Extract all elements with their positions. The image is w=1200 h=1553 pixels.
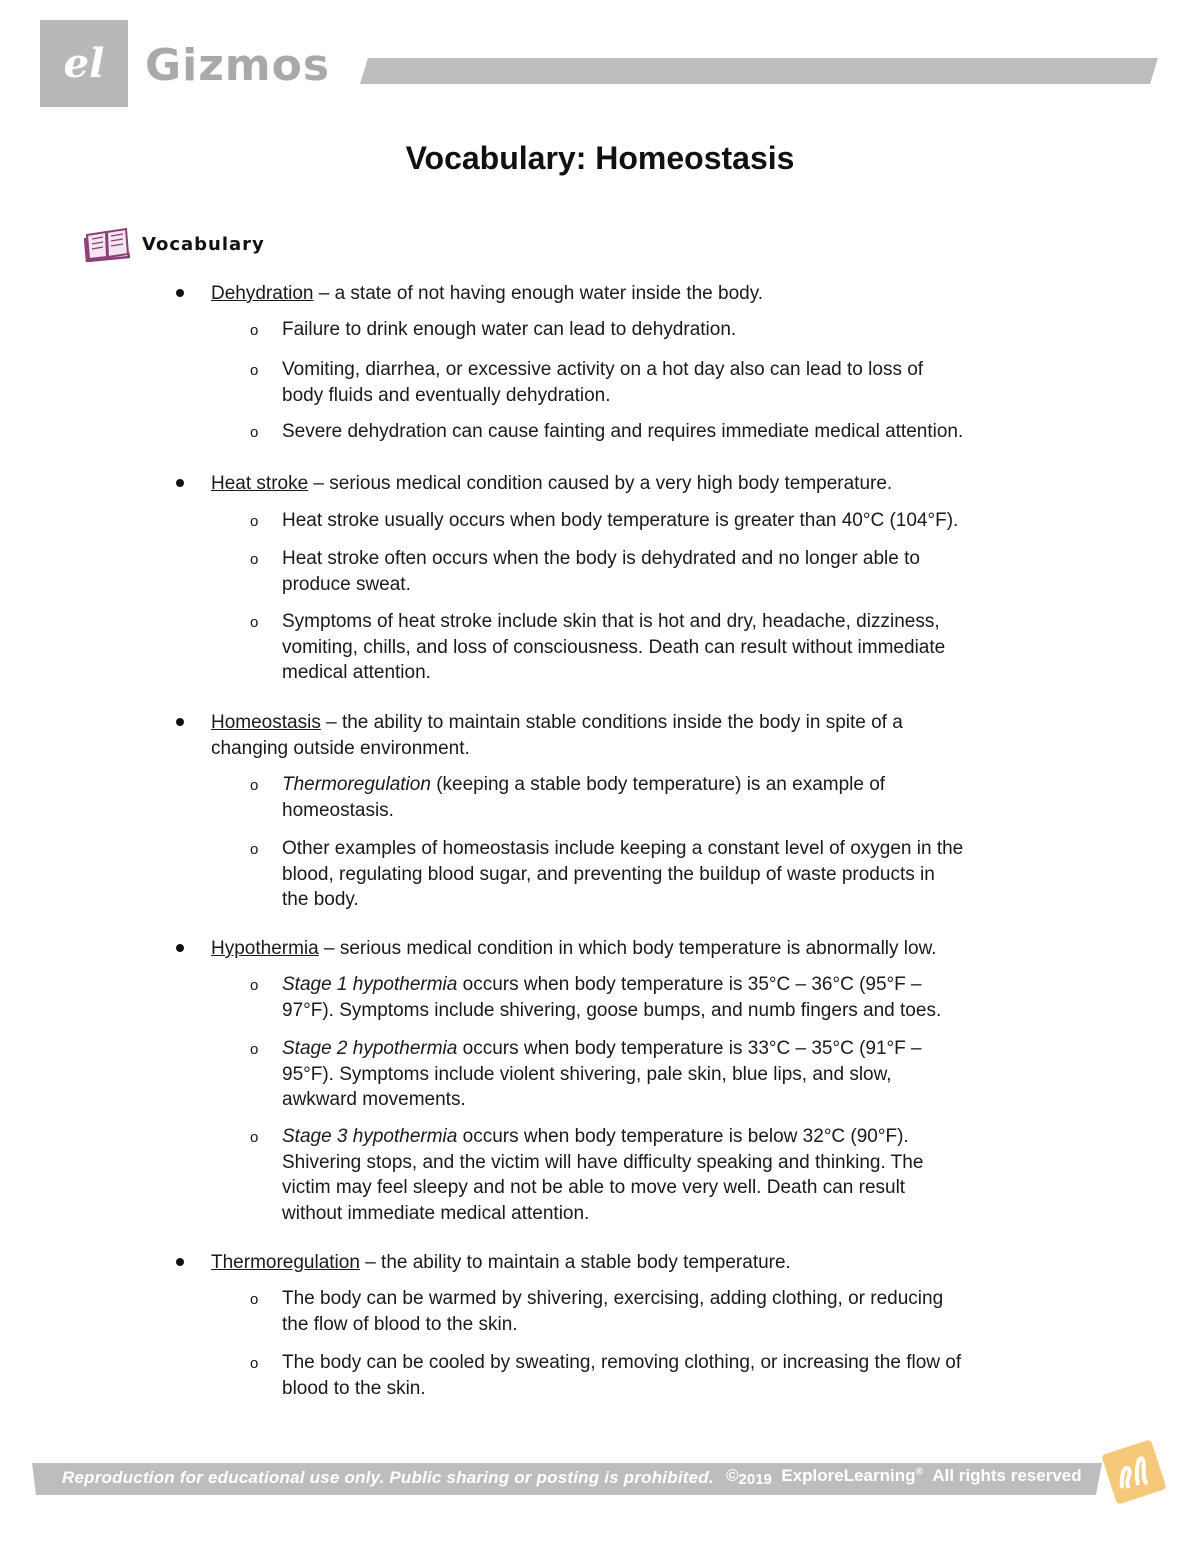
sub-item-line: Heat stroke often occurs when the body is dehydrated and no longer able to: [282, 548, 920, 569]
sub-bullet-icon: o: [250, 777, 259, 794]
brand-name: Gizmos: [145, 40, 331, 91]
sub-item-line: (keeping a stable body temperature) is an example of: [430, 774, 886, 795]
vocab-entry-hypothermia: [211, 936, 1051, 962]
header-decorative-bar: [360, 58, 1158, 84]
sub-item: [282, 609, 1072, 686]
page-title: Vocabulary: Homeostasis: [405, 140, 795, 176]
sub-item-line: the body.: [282, 889, 359, 910]
bullet-icon: [176, 718, 184, 726]
footer-notice: Reproduction for educational use only. Public sharing or posting is prohibited.: [62, 1468, 714, 1487]
sub-item-line: occurs when body temperature is 33°C – 35°C (91°F –: [457, 1038, 922, 1059]
sub-item: [282, 1350, 1072, 1401]
vocab-entry-homeostasis: [211, 710, 1051, 761]
sub-item-line: without immediate medical attention.: [282, 1202, 590, 1224]
copyright-year: 2019: [738, 1471, 772, 1488]
bullet-icon: [176, 1258, 184, 1266]
sub-item-italic-term: Stage 1 hypothermia: [282, 974, 458, 995]
sub-bullet-icon: o: [250, 977, 259, 994]
sub-item: [282, 1036, 1072, 1113]
bullet-icon: [176, 289, 184, 297]
definition-thermoregulation: – the ability to maintain a stable body temperature.: [359, 1252, 791, 1273]
definition-heat-stroke: – serious medical condition caused by a very high body temperature.: [308, 473, 893, 494]
sub-item: [282, 1286, 1072, 1337]
bullet-icon: [176, 479, 184, 487]
sub-item-line: vomiting, chills, and loss of consciousness. Death can result without immediate: [282, 636, 946, 658]
sub-item-line: produce sweat.: [282, 573, 411, 595]
vocab-entry-heat-stroke: [211, 471, 1051, 497]
sub-item-italic-term: Stage 3 hypothermia: [282, 1126, 458, 1147]
bullet-icon: [176, 944, 184, 952]
term-thermoregulation: Thermoregulation: [211, 1252, 360, 1273]
sub-item-line: blood to the skin.: [282, 1377, 426, 1399]
sub-item-line: Shivering stops, and the victim will have difficulty speaking and thinking. The: [282, 1151, 924, 1173]
sub-item-line: 95°F). Symptoms include violent shivering, pale skin, blue lips, and slow,: [282, 1063, 892, 1085]
explorelearning-logo-icon: [1098, 1438, 1170, 1506]
sub-item-line: Severe dehydration can cause fainting and requires immediate medical attention.: [282, 421, 964, 442]
sub-item: [282, 317, 1072, 343]
sub-item-line: Failure to drink enough water can lead to dehydration.: [282, 319, 737, 340]
sub-item-line: the flow of blood to the skin.: [282, 1313, 518, 1335]
sub-item-line: The body can be warmed by shivering, exercising, adding clothing, or reducing: [282, 1288, 944, 1309]
logo-mark-text: el: [63, 40, 105, 87]
company-name: ExploreLearning: [781, 1466, 916, 1485]
sub-item: [282, 836, 1072, 913]
sub-item-italic-term: Thermoregulation: [282, 774, 431, 795]
gizmos-logo-mark: [40, 20, 128, 107]
sub-item-line: Symptoms of heat stroke include skin that is hot and dry, headache, dizziness,: [282, 611, 940, 632]
sub-item: [282, 772, 1072, 823]
sub-item-line: 97°F). Symptoms include shivering, goose bumps, and numb fingers and toes.: [282, 999, 942, 1021]
sub-bullet-icon: o: [250, 513, 259, 530]
vocabulary-heading: [84, 226, 265, 262]
sub-bullet-icon: o: [250, 841, 259, 858]
sub-item: [282, 1124, 1072, 1226]
sub-bullet-icon: o: [250, 1355, 259, 1372]
sub-item-line: Heat stroke usually occurs when body temperature is greater than 40°C (104°F).: [282, 510, 959, 531]
book-icon: [84, 226, 130, 262]
sub-item-line: Other examples of homeostasis include keeping a constant level of oxygen in the: [282, 838, 964, 859]
sub-item-italic-term: Stage 2 hypothermia: [282, 1038, 458, 1059]
term-heat-stroke: Heat stroke: [211, 473, 309, 494]
definition-homeostasis-cont: changing outside environment.: [211, 737, 470, 759]
registered-mark: ®: [915, 1466, 923, 1478]
sub-item: [282, 357, 1072, 408]
vocab-entry-dehydration: [211, 281, 1051, 307]
sub-bullet-icon: o: [250, 424, 259, 441]
sub-item-line: body fluids and eventually dehydration.: [282, 384, 611, 406]
term-hypothermia: Hypothermia: [211, 938, 319, 959]
sub-item: [282, 419, 1072, 445]
footer-copyright: [726, 1466, 1082, 1488]
sub-item-line: awkward movements.: [282, 1089, 466, 1110]
sub-bullet-icon: o: [250, 1291, 259, 1308]
sub-bullet-icon: o: [250, 1041, 259, 1058]
vocabulary-label: Vocabulary: [142, 233, 265, 255]
term-dehydration: Dehydration: [211, 283, 314, 304]
sub-item: [282, 546, 1072, 597]
sub-bullet-icon: o: [250, 551, 259, 568]
sub-item-line: homeostasis.: [282, 799, 394, 821]
sub-item-line: The body can be cooled by sweating, removing clothing, or increasing the flow of: [282, 1352, 962, 1373]
sub-item: [282, 972, 1072, 1023]
definition-hypothermia: – serious medical condition in which body temperature is abnormally low.: [318, 938, 937, 959]
sub-item: [282, 508, 1072, 534]
sub-bullet-icon: o: [250, 362, 259, 379]
rights-text: All rights reserved: [932, 1466, 1082, 1485]
copyright-symbol: ©: [726, 1466, 739, 1485]
sub-bullet-icon: o: [250, 614, 259, 631]
sub-item-line: victim may feel sleepy and not be able to move very well. Death can result: [282, 1177, 906, 1198]
sub-bullet-icon: o: [250, 322, 259, 339]
sub-item-line: occurs when body temperature is below 32°C (90°F).: [457, 1126, 909, 1147]
sub-item-line: blood, regulating blood sugar, and preventing the buildup of waste products in: [282, 863, 935, 885]
sub-bullet-icon: o: [250, 1129, 259, 1146]
definition-homeostasis: – the ability to maintain stable conditions inside the body in spite of a: [320, 712, 903, 733]
vocab-entry-thermoregulation: [211, 1250, 1051, 1276]
definition-dehydration: – a state of not having enough water inside the body.: [313, 283, 764, 304]
sub-item-line: medical attention.: [282, 662, 431, 683]
sub-item-line: occurs when body temperature is 35°C – 36°C (95°F –: [457, 974, 922, 995]
sub-item-line: Vomiting, diarrhea, or excessive activity on a hot day also can lead to loss of: [282, 359, 924, 380]
term-homeostasis: Homeostasis: [211, 712, 321, 733]
